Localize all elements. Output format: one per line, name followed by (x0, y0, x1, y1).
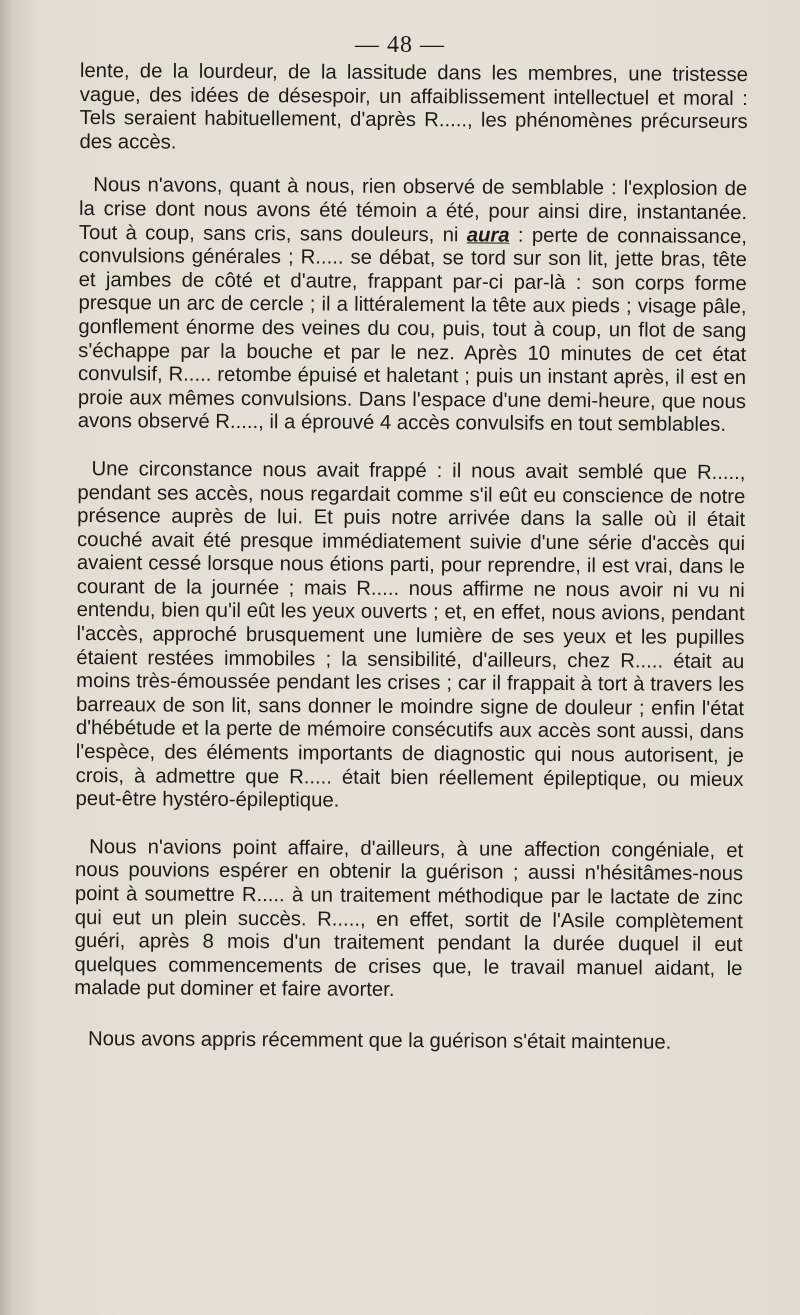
paragraph-3: Une circonstance nous avait frappé : il nous avait semblé que R....., pendant ses accès, nous regardait comme s'il eût eu conscience de notre présence auprès de lui. Et puis notre arrivée dans la salle où il était couché avait été presque immédiatement suivie d'une série d'accès qui avaient cessé lorsque nous étions parti, pour reprendre, il est vrai, dans le courant de la journée ; mais R..... nous affirme ne nous avoir ni vu ni entendu, bien qu'il eût les yeux ouverts ; et, en effet, nous avions, pendant l'accès, approché brusquement une lumière de ses yeux et les pupilles étaient restées immobiles ; la sensibilité, d'ailleurs, chez R..... était au moins très-émoussée pendant les crises ; car il frappait à tort à travers les barreaux de son lit, sans donner le moindre signe de douleur ; enfin l'état d'hébétude et la perte de mémoire consécutifs aux accès sont aussi, dans l'espèce, des éléments importants de diagnostic qui nous autorisent, je crois, à admettre que R..... était bien réellement épileptique, ou mieux peut-être hystéro-épileptique. (75, 457, 746, 812)
paragraph-5: Nous avons appris récemment que la guérison s'était maintenue. (87, 1028, 672, 1054)
emphasis-aura: aura (466, 223, 510, 247)
body-text (74, 60, 748, 1056)
paragraph-4: Nous n'avions point affaire, d'ailleurs, à une affection congéniale, et nous pouvions espérer en obtenir la guérison ; aussi n'hésitâmes-nous point à soumettre R..... à un traitement méthodique par le lactate de zinc qui eut un plein succès. R....., en effet, sortit de l'Asile complètement guéri, après 8 mois d'un traitement pendant la durée duquel il eut quelques commencements de crises que, le travail manuel aidant, le malade put dominer et faire avorter. (74, 835, 744, 1002)
paragraph-1: lente, de la lourdeur, de la lassitude dans les membres, une tristesse vague, des idées de désespoir, un affaiblissement intellectuel et moral : Tels seraient habituellement, d'après R....., les phénomènes précurseurs des accès. (79, 60, 748, 154)
paragraph-2-start: Nous n'avons, quant à nous, rien observé de semblable : l'explosion de la crise dont nous avons été témoin a été, pour ainsi dire, instantanée. Tout à coup, sans cris, sans douleurs, ni (78, 174, 748, 246)
paragraph-2 (78, 174, 748, 438)
page-number: — 48 — (355, 32, 445, 58)
paragraph-2-end: : perte de connaissance, convulsions générales ; R..... se débat, se tord sur son lit, jette bras, tête et jambes de côté et d'autre, frappant par-ci par-là : son corps forme presque un arc de cercle ; il a littéralement la tête aux pieds ; visage pâle, gonflement énorme des veines du cou, puis, tout à coup, un flot de sang s'échappe par la bouche et par le nez. Après 10 minutes de cet état convulsif, R..... retombe épuisé et haletant ; puis un instant après, il est en proie aux mêmes convulsions. Dans l'espace d'une demi-heure, que nous avons observé R....., il a éprouvé 4 accès convulsifs en tout semblables. (77, 224, 748, 437)
